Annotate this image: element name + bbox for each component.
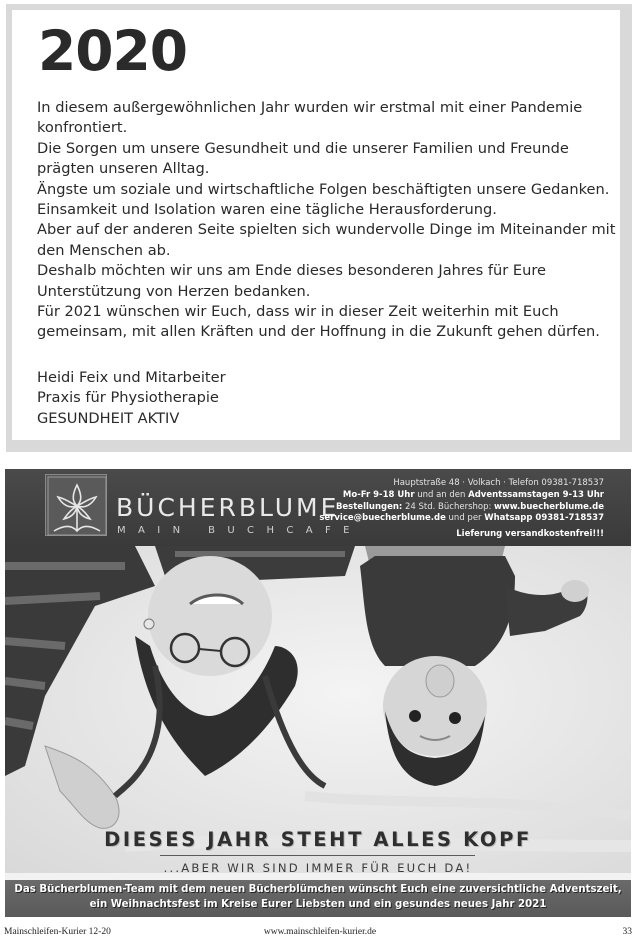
notice-signature <box>37 368 597 429</box>
notice-line: Aber auf der anderen Seite spielten sich wundervolle Dinge im Miteinander mit <box>37 221 616 239</box>
signature-practice: Praxis für Physiotherapie <box>37 389 219 407</box>
notice-line: konfrontiert. <box>37 119 128 137</box>
ad-brand-name: BÜCHERBLUME <box>116 493 340 522</box>
ad-divider <box>160 855 475 856</box>
ad-hours <box>304 490 604 502</box>
notice-line: Deshalb möchten wir uns am Ende dieses besonderen Jahres für Eure <box>37 262 546 280</box>
ad-hours-connector: und an den <box>414 489 469 500</box>
ad-orders-text: 24 Std. Büchershop: <box>402 501 495 512</box>
notice-line: prägten unseren Alltag. <box>37 160 210 178</box>
ad-address: Hauptstraße 48 · Volkach · Telefon 09381-718537 <box>393 478 604 488</box>
notice-line: Ängste um soziale und wirtschaftliche Folgen beschäftigten unsere Gedanken. <box>37 180 610 198</box>
publication-issue: Mainschleifen-Kurier 12-20 <box>4 927 111 937</box>
ad-shipping: Lieferung versandkostenfrei!!! <box>456 529 604 540</box>
notice-line: Für 2021 wünschen wir Euch, dass wir in dieser Zeit weiterhin mit Euch <box>37 303 559 321</box>
notice-line: In diesem außergewöhnlichen Jahr wurden wir erstmal mit einer Pandemie <box>37 99 583 116</box>
publication-website[interactable]: www.mainschleifen-kurier.de <box>263 927 377 937</box>
ad-footer-line: ein Weihnachtsfest im Kreise Eurer Liebsten und ein gesundes neues Jahr 2021 <box>89 898 547 910</box>
ad-website-link[interactable]: www.buecherblume.de <box>494 501 604 512</box>
page-footer <box>0 923 640 942</box>
ad-tagline: ...ABER WIR SIND IMMER FÜR EUCH DA! <box>163 861 473 875</box>
signature-business: GESUNDHEIT AKTIV <box>37 409 180 427</box>
ad-hours-weekdays: Mo-Fr 9-18 Uhr <box>342 489 415 500</box>
notice-year: 2020 <box>38 19 188 83</box>
ad-email-link[interactable]: service@buecherblume.de <box>319 513 446 524</box>
ad-email-line <box>304 513 604 525</box>
ad-footer-line: Das Bücherblumen-Team mit dem neuen Bücherblümchen wünscht Euch eine zuversichtliche Adventszeit, <box>14 884 622 895</box>
notice-line: gemeinsam, mit allen Kräften und der Hoffnung in die Zukunft gehen dürfen. <box>37 323 600 341</box>
ad-email-connector: und per <box>445 513 485 524</box>
notice-line: Einsamkeit und Isolation waren eine tägliche Herausforderung. <box>37 201 497 219</box>
upside-down-photo <box>5 546 631 873</box>
flower-logo-icon <box>45 474 107 536</box>
ad-whatsapp: Whatsapp 09381-718537 <box>484 513 604 524</box>
ad-orders <box>304 502 604 514</box>
notice-box <box>6 4 632 452</box>
ad-orders-label: Bestellungen: <box>335 501 403 512</box>
ad-hours-saturdays: Adventssamstagen 9-13 Uhr <box>468 489 604 500</box>
ad-brand-subtitle: MAIN BUCHCAFE <box>117 525 362 536</box>
ad-header <box>5 469 631 546</box>
notice-body <box>37 98 617 343</box>
ad-headline: DIESES JAHR STEHT ALLES KOPF <box>104 828 532 851</box>
notice-inner <box>12 10 620 440</box>
bookstore-ad <box>5 469 631 917</box>
signature-name: Heidi Feix und Mitarbeiter <box>37 369 226 386</box>
notice-line: den Menschen ab. <box>37 241 171 259</box>
notice-line: Unterstützung von Herzen bedanken. <box>37 282 311 300</box>
page-number: 33 <box>622 927 632 937</box>
ad-footer-banner <box>5 880 631 917</box>
notice-line: Die Sorgen um unsere Gesundheit und die unserer Familien und Freunde <box>37 139 569 157</box>
ad-contact-info <box>304 478 604 541</box>
